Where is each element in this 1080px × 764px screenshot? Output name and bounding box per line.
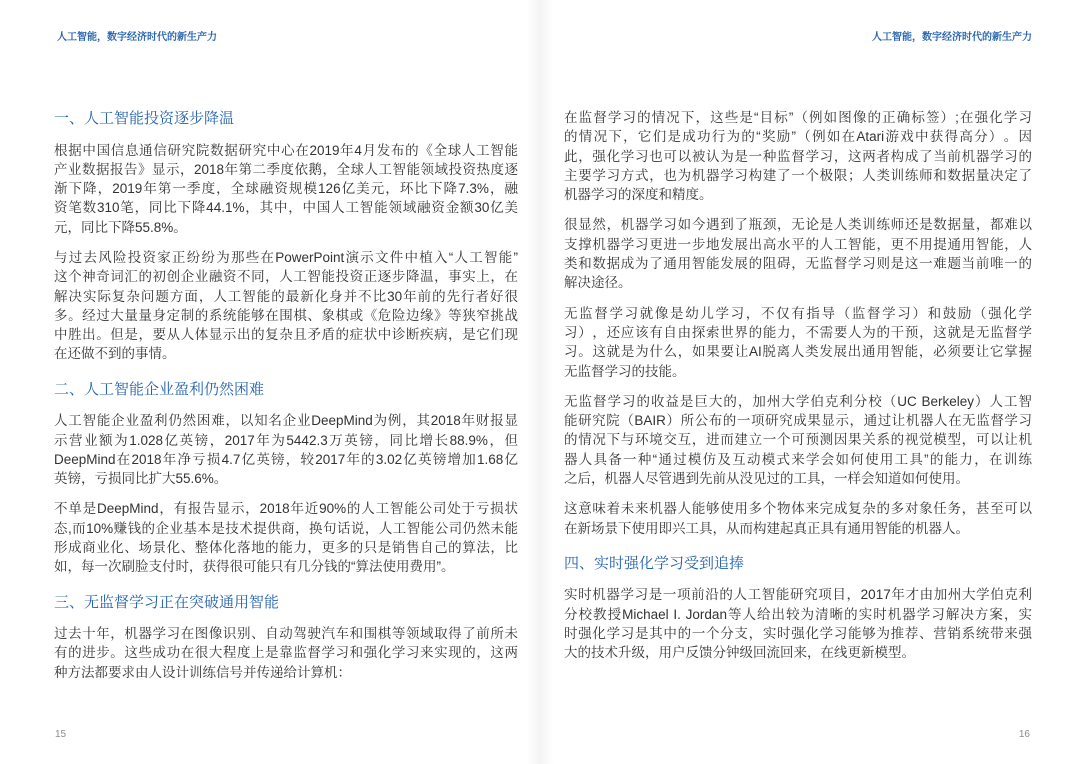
paragraph-line: 在还做不到的事情。 bbox=[54, 346, 176, 362]
running-header: 人工智能，数字经济时代的新生产力 bbox=[57, 32, 217, 43]
paragraph-line: 解决途径。 bbox=[564, 275, 632, 291]
right-page-body bbox=[564, 108, 1032, 674]
body-paragraph bbox=[564, 304, 1032, 381]
right-page bbox=[540, 0, 1080, 764]
running-header: 人工智能，数字经济时代的新生产力 bbox=[872, 32, 1032, 43]
paragraph-line: 此，强化学习也可以被认为是一种监督学习，这两者构成了当前机器学习的 bbox=[564, 148, 1032, 164]
paragraph-line: 很显然，机器学习如今遇到了瓶颈，无论是人类训练师还是数据量，都难以 bbox=[564, 217, 1032, 233]
paragraph-line: 资笔数310笔，同比下降44.1%，其中，中国人工智能领域融资金额30亿美 bbox=[54, 200, 518, 216]
paragraph-line: 有的进步。这些成功在很大程度上是靠监督学习和强化学习来实现的，这两 bbox=[54, 645, 518, 661]
paragraph-line: 器人具备一种“通过模仿及互动模式来学会如何使用工具”的能力，在训练 bbox=[564, 451, 1032, 467]
paragraph-line: 类和数据成为了通用智能发展的阻碍，无监督学习则是这一难题当前唯一的 bbox=[564, 256, 1032, 272]
paragraph-line: 根据中国信息通信研究院数据研究中心在2019年4月发布的《全球人工智能 bbox=[54, 142, 518, 158]
paragraph-line: 分校教授Michael I. Jordan等人给出较为清晰的实时机器学习解决方案，实 bbox=[564, 606, 1032, 622]
paragraph-line: 过去十年，机器学习在图像识别、自动驾驶汽车和围棋等领域取得了前所未 bbox=[54, 626, 518, 642]
paragraph-line: 支撑机器学习更进一步地发展出高水平的人工智能，更不用提通用智能，人 bbox=[564, 236, 1032, 252]
paragraph-line: 习），还应该有自由探索世界的能力，不需要人为的干预，这就是无监督学 bbox=[564, 324, 1032, 340]
body-paragraph bbox=[54, 411, 518, 488]
paragraph-line: 多。经过大量量身定制的系统能够在围棋、象棋或《危险边缘》等狭窄挑战 bbox=[54, 307, 518, 323]
paragraph-line: 解决实际复杂问题方面，人工智能的最新化身并不比30年前的先行者好很 bbox=[54, 288, 518, 304]
page-number: 16 bbox=[1018, 729, 1030, 740]
paragraph-line: 不单是DeepMind，有报告显示，2018年近90%的人工智能公司处于亏损状 bbox=[54, 501, 518, 517]
paragraph-line: 主要学习方式，也为机器学习构建了一个极限；人类训练师和数据量决定了 bbox=[564, 167, 1032, 183]
page-number: 15 bbox=[55, 729, 67, 740]
paragraph-line: 示营业额为1.028亿英镑，2017年为5442.3万英镑，同比增长88.9%，但 bbox=[54, 432, 518, 448]
paragraph-line: 英镑，亏损同比扩大55.6%。 bbox=[54, 471, 228, 487]
body-paragraph bbox=[564, 585, 1032, 662]
left-page-body bbox=[54, 108, 518, 693]
body-paragraph bbox=[564, 215, 1032, 292]
paragraph-line: 的情况下，它们是成功行为的“奖励”（例如在Atari游戏中获得高分）。因 bbox=[564, 129, 1032, 145]
section-heading: 二、人工智能企业盈利仍然困难 bbox=[54, 380, 265, 398]
paragraph-line: 元，同比下降55.8%。 bbox=[54, 219, 187, 235]
paragraph-line: 这意味着未来机器人能够使用多个物体来完成复杂的多对象任务，甚至可以 bbox=[564, 501, 1032, 517]
body-paragraph bbox=[564, 108, 1032, 204]
paragraph-line: 大的技术升级，用户反馈分钟级回流回来，在线更新模型。 bbox=[564, 645, 915, 661]
paragraph-line: 态,而10%赚钱的企业基本是技术提供商，换句话说，人工智能公司仍然未能 bbox=[54, 520, 518, 536]
paragraph-line: DeepMind在2018年净亏损4.7亿英镑，较2017年的3.02亿英镑增加1.68亿 bbox=[54, 451, 518, 467]
paragraph-line: 如，每一次刷脸支付时，获得很可能只有几分钱的“算法使用费用”。 bbox=[54, 559, 455, 575]
paragraph-line: 习。这就是为什么，如果要让AI脱离人类发展出通用智能，必须要让它掌握 bbox=[564, 344, 1032, 360]
body-paragraph bbox=[54, 624, 518, 682]
section-heading: 四、实时强化学习受到追捧 bbox=[564, 554, 745, 572]
section-heading: 一、人工智能投资逐步降温 bbox=[54, 110, 235, 127]
paragraph-line: 实时机器学习是一项前沿的人工智能研究项目，2017年才由加州大学伯克利 bbox=[564, 587, 1032, 603]
body-paragraph bbox=[54, 248, 518, 364]
paragraph-line: 与过去风险投资家正纷纷为那些在PowerPoint演示文件中植入“人工智能” bbox=[54, 249, 518, 265]
section-heading: 三、无监督学习正在突破通用智能 bbox=[54, 593, 280, 611]
paragraph-line: 时强化学习是其中的一个分支，实时强化学习能够为推荐、营销系统带来强 bbox=[564, 626, 1032, 642]
body-paragraph bbox=[54, 141, 518, 237]
body-paragraph bbox=[54, 499, 518, 576]
paragraph-line: 无监督学习就像是幼儿学习，不仅有指导（监督学习）和鼓励（强化学 bbox=[564, 305, 1032, 321]
paragraph-line: 无监督学习的收益是巨大的，加州大学伯克利分校（UC Berkeley）人工智 bbox=[564, 393, 1032, 409]
paragraph-line: 中胜出。但是，要从人体显示出的复杂且矛盾的症状中诊断疾病，是它们现 bbox=[54, 327, 518, 343]
paragraph-line: 无监督学习的技能。 bbox=[564, 363, 686, 379]
body-paragraph bbox=[564, 392, 1032, 488]
paragraph-line: 形成商业化、场景化、整体化落地的能力，更多的只是销售自己的算法，比 bbox=[54, 540, 518, 556]
paragraph-line: 种方法都要求由人设计训练信号并传递给计算机： bbox=[54, 664, 351, 680]
paragraph-line: 能研究院（BAIR）所公布的一项研究成果显示，通过让机器人在无监督学习 bbox=[564, 413, 1032, 429]
paragraph-line: 渐下降，2019年第一季度，全球融资规模126亿美元，环比下降7.3%，融 bbox=[54, 181, 518, 197]
paragraph-line: 机器学习的深度和精度。 bbox=[564, 187, 713, 203]
body-paragraph bbox=[564, 499, 1032, 538]
paragraph-line: 人工智能企业盈利仍然困难，以知名企业DeepMind为例，其2018年财报显 bbox=[54, 413, 518, 429]
paragraph-line: 之后，机器人尽管遇到先前从没见过的工具，一样会知道如何使用。 bbox=[564, 471, 969, 487]
paragraph-line: 这个神奇词汇的初创企业融资不同，人工智能投资正逐步降温，事实上，在 bbox=[54, 269, 518, 285]
paragraph-line: 在新场景下使用即兴工具，从而构建起真正具有通用智能的机器人。 bbox=[564, 520, 969, 536]
paragraph-line: 在监督学习的情况下，这些是“目标”（例如图像的正确标签）;在强化学习 bbox=[564, 110, 1032, 125]
paragraph-line: 产业数据报告》显示，2018年第二季度依鹅，全球人工智能领域投资热度逐 bbox=[54, 161, 518, 177]
paragraph-line: 的情况下与环境交互，进而建立一个可预测因果关系的视觉模型，可以让机 bbox=[564, 432, 1032, 448]
